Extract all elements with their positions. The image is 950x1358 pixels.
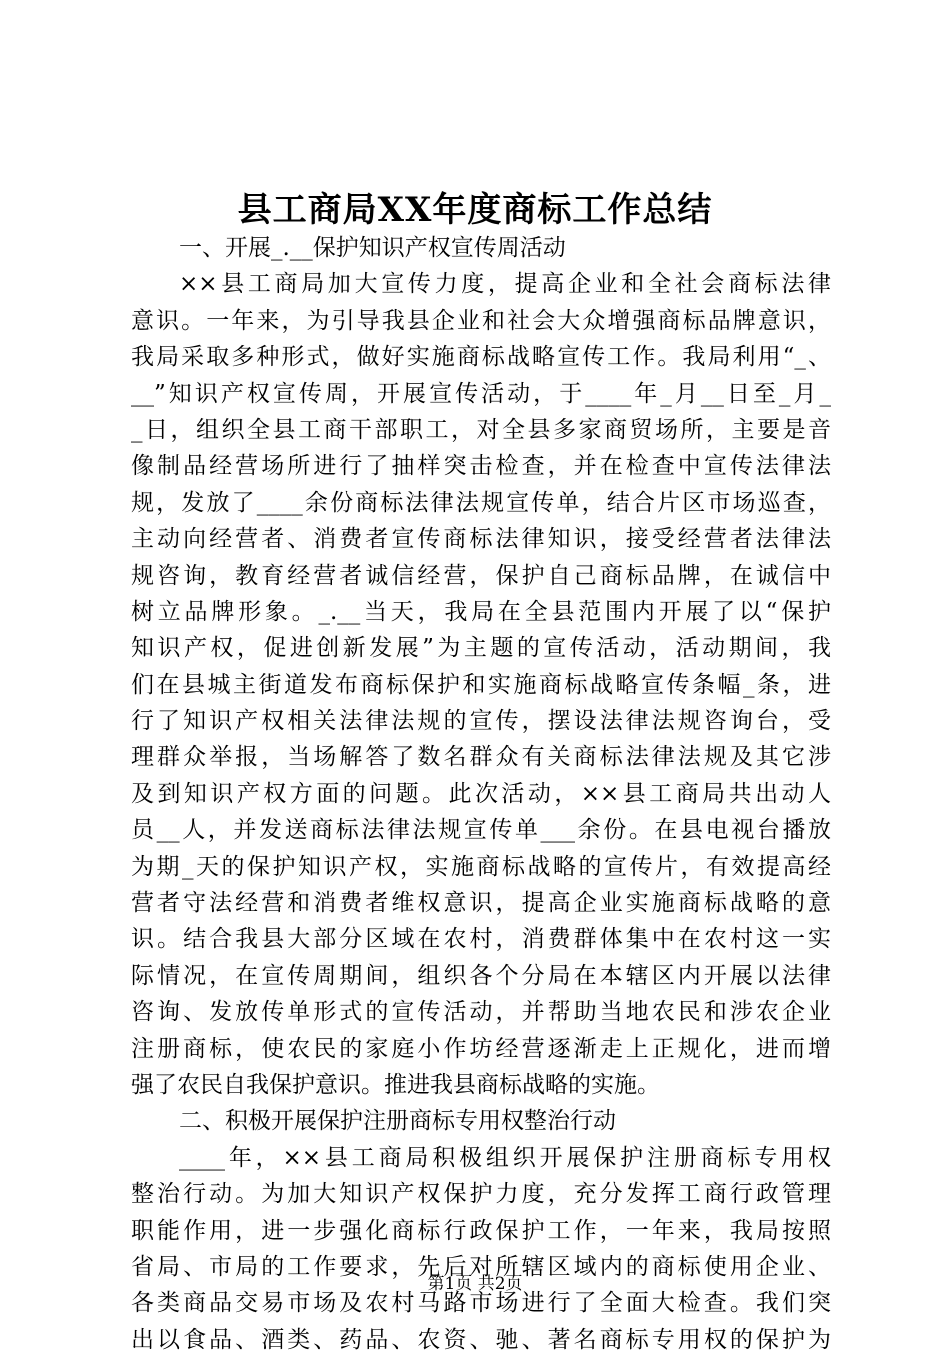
text-line: 为期_天的保护知识产权，实施商标战略的宣传片，有效提高经: [131, 853, 831, 880]
text-line: ____年，××县工商局积极组织开展保护注册商标专用权: [179, 1144, 831, 1171]
text-line: 一、开展_.__保护知识产权宣传周活动: [179, 235, 566, 261]
text-line: 主动向经营者、消费者宣传商标法律知识，接受经营者法律法: [131, 526, 831, 553]
text-line: ××县工商局加大宣传力度，提高企业和全社会商标法律: [179, 271, 831, 298]
text-line: 职能作用，进一步强化商标行政保护工作，一年来，我局按照: [131, 1217, 831, 1244]
text-line: 树立品牌形象。_.__当天，我局在全县范围内开展了以“保护: [131, 598, 831, 625]
text-line: 理群众举报，当场解答了数名群众有关商标法律法规及其它涉: [131, 744, 831, 771]
page-number-footer: 第1页 共2页: [427, 1274, 523, 1294]
text-line: 像制品经营场所进行了抽样突击检查，并在检查中宣传法律法: [131, 453, 831, 480]
text-line: 们在县城主街道发布商标保护和实施商标战略宣传条幅_条，进: [131, 671, 831, 698]
text-line: 省局、市局的工作要求，先后对所辖区域内的商标使用企业、: [131, 1253, 831, 1280]
document-body: [131, 230, 831, 1358]
text-line: 二、积极开展保护注册商标专用权整治行动: [179, 1108, 616, 1135]
text-line: 识。结合我县大部分区域在农村，消费群体集中在农村这一实: [131, 926, 831, 953]
document-title: 县工商局XX年度商标工作总结: [237, 190, 713, 230]
text-line: 际情况，在宣传周期间，组织各个分局在本辖区内开展以法律: [131, 962, 831, 989]
text-line: 规，发放了____余份商标法律法规宣传单，结合片区市场巡查，: [131, 489, 831, 516]
text-line: 营者守法经营和消费者维权意识，提高企业实施商标战略的意: [131, 890, 831, 917]
text-line: _日，组织全县工商干部职工，对全县多家商贸场所，主要是音: [131, 416, 831, 443]
text-line: 及到知识产权方面的问题。此次活动，××县工商局共出动人: [131, 780, 831, 807]
text-line: 我局采取多种形式，做好实施商标战略宣传工作。我局利用“_、: [131, 344, 831, 371]
text-line: 注册商标，使农民的家庭小作坊经营逐渐走上正规化，进而增: [131, 1035, 831, 1062]
text-line: 咨询、发放传单形式的宣传活动，并帮助当地农民和涉农企业: [131, 999, 831, 1026]
text-line: __”知识产权宣传周，开展宣传活动，于____年_月__日至_月_: [131, 380, 831, 407]
text-line: 强了农民自我保护意识。推进我县商标战略的实施。: [131, 1071, 660, 1098]
text-line: 知识产权，促进创新发展”为主题的宣传活动，活动期间，我: [131, 635, 831, 662]
text-line: 各类商品交易市场及农村马路市场进行了全面大检查。我们突: [131, 1290, 831, 1317]
text-line: 整治行动。为加大知识产权保护力度，充分发挥工商行政管理: [131, 1181, 831, 1208]
text-line: 规咨询，教育经营者诚信经营，保护自己商标品牌，在诚信中: [131, 562, 831, 589]
text-line: 员__人，并发送商标法律法规宣传单___余份。在县电视台播放: [131, 817, 831, 844]
text-line: 行了知识产权相关法律法规的宣传，摆设法律法规咨询台，受: [131, 708, 831, 735]
text-line: 意识。一年来，为引导我县企业和社会大众增强商标品牌意识，: [131, 307, 831, 334]
text-line: 出以食品、酒类、药品、农资、驰、著名商标专用权的保护为: [131, 1326, 831, 1353]
